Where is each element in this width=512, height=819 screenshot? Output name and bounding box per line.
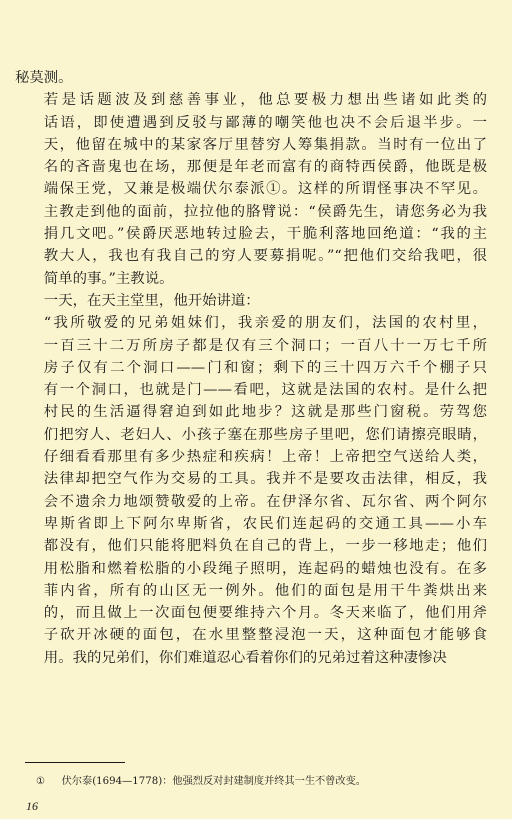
text-line: 名的吝啬鬼也在场，那便是年老而富有的商特西侯爵，他既是极 <box>43 159 487 176</box>
text-line: 教大人，我也有我自己的穷人要募捐呢。”“把他们交给我吧，很 <box>43 248 487 265</box>
text-line: 会不遗余力地颂赞敬爱的上帝。在伊泽尔省、瓦尔省、两个阿尔 <box>43 493 487 510</box>
text-line: 有一个洞口，也就是门——看吧，这就是法国的农村。是什么把 <box>43 382 487 399</box>
body-text <box>15 67 487 669</box>
text-line: 若是话题波及到慈善事业，他总要极力想出些诸如此类的 <box>43 92 487 109</box>
text-line: 用。我的兄弟们，你们难道忍心看着你们的兄弟过着这种凄惨决 <box>43 649 447 666</box>
text-line: 仔细看看那里有多少热症和疾病！上帝！上帝把空气送给人类， <box>43 449 487 466</box>
text-line: 秘莫测。 <box>15 70 73 86</box>
footnote-divider <box>25 762 125 763</box>
text-line: 都没有，他们只能将肥料负在自己的背上，一步一移地走；他们 <box>43 538 487 555</box>
text-line: 简单的事。”主教说。 <box>43 270 174 287</box>
text-line: 捐几文吧。”侯爵厌恶地转过脸去，干脆利落地回绝道：“我的主 <box>43 226 487 243</box>
paragraph <box>15 67 487 89</box>
text-line: 法律却把空气作为交易的工具。我并不是要攻击法律，相反，我 <box>43 471 487 488</box>
paragraph <box>15 312 487 669</box>
paragraph <box>15 89 487 290</box>
footnote-text: 伏尔泰(1694—1778)：他强烈反对封建制度并终其一生不曾改变。 <box>61 776 366 787</box>
text-line: “我所敬爱的兄弟姐妹们，我亲爱的朋友们，法国的农村里， <box>43 315 487 332</box>
text-line: 的，而且做上一次面包便要维持六个月。冬天来临了，他们用斧 <box>43 605 487 622</box>
footnote <box>36 775 366 789</box>
text-line: 端保王党，又兼是极端伏尔泰派①。这样的所谓怪事决不罕见。 <box>43 181 487 198</box>
text-line: 村民的生活逼得窘迫到如此地步？这就是那些门窗税。劳驾您 <box>43 404 487 421</box>
text-line: 房子仅有二个洞口——门和窗；剩下的三十四万六千个棚子只 <box>43 359 487 376</box>
text-line: 子砍开冰硬的面包，在水里整整浸泡一天，这种面包才能够食 <box>43 627 487 644</box>
page-number: 16 <box>26 799 38 813</box>
text-line: 一天，在天主堂里，他开始讲道： <box>43 292 260 309</box>
text-line: 一百三十二万所房子都是仅有三个洞口；一百八十一万七千所 <box>43 337 487 354</box>
text-line: 天，他留在城中的某家客厅里替穷人筹集捐款。当时有一位出了 <box>43 136 487 153</box>
text-line: 主教走到他的面前，拉拉他的胳臂说：“侯爵先生，请您务必为我 <box>43 203 487 220</box>
text-line: 卑斯省即上下阿尔卑斯省，农民们连起码的交通工具——小车 <box>43 515 487 532</box>
text-line: 用松脂和燃着松脂的小段绳子照明，连起码的蜡烛也没有。在多 <box>43 560 487 577</box>
paragraph <box>15 290 487 312</box>
text-line: 话语，即使遭遇到反驳与鄙薄的嘲笑他也决不会后退半步。一 <box>43 114 487 131</box>
text-line: 菲内省，所有的山区无一例外。他们的面包是用干牛粪烘出来 <box>43 582 487 599</box>
footnote-marker: ① <box>36 776 46 787</box>
text-line: 们把穷人、老妇人、小孩子塞在那些房子里吧，您们请擦亮眼睛， <box>43 426 487 443</box>
